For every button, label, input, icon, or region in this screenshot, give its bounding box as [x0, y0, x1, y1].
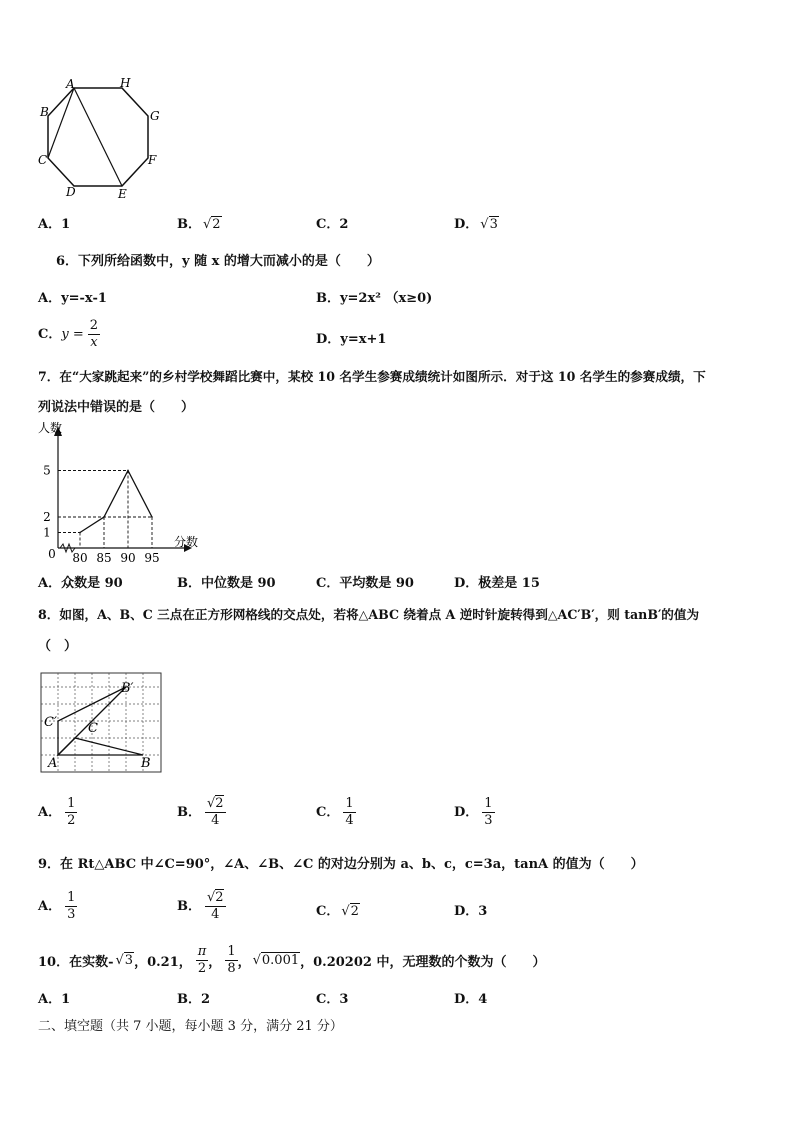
octagon-label-g: G	[150, 109, 160, 123]
grid-figure	[38, 670, 164, 776]
y-tick-2: 2	[43, 510, 51, 524]
q7-option-b[interactable]: B．中位数是 90	[177, 576, 276, 591]
y-tick-5: 5	[43, 463, 51, 478]
octagon-figure	[34, 76, 174, 202]
q9-stem: 9．在 Rt△ABC 中∠C=90°，∠A、∠B、∠C 的对边分别为 a、b、c，c=3a，tanA 的值为（ ）	[38, 857, 644, 872]
origin-label: 0	[48, 547, 56, 561]
q8-option-c[interactable]: C． $\frac{1}{4}$	[316, 796, 354, 828]
q5-option-b[interactable]: B． √2	[177, 217, 221, 232]
series-line	[80, 471, 152, 533]
q7-stem-line2: 列说法中错误的是（ ）	[38, 400, 195, 415]
y-tick-1: 1	[43, 525, 51, 540]
octagon-label-a: A	[66, 77, 75, 91]
q7-stem-line1: 7．在“大家跳起来”的乡村学校舞蹈比赛中，某校 10 名学生参赛成绩统计如图所示．对于这 10 名学生的参赛成绩，下	[38, 369, 706, 384]
octagon-label-h: H	[120, 76, 131, 90]
q6-stem: 6．下列所给函数中，y 随 x 的增大而减小的是（ ）	[56, 254, 380, 269]
q5-option-d[interactable]: D． √3	[454, 217, 498, 232]
score-chart	[34, 418, 214, 568]
grid-label-bprime: B′	[121, 681, 134, 696]
q9-option-c[interactable]: C． √2	[316, 904, 359, 919]
data-point-80	[79, 532, 81, 534]
q8-option-b[interactable]: B． $\frac{√2}{4}$	[177, 796, 224, 828]
q7-option-c[interactable]: C．平均数是 90	[316, 576, 414, 591]
q6-option-a[interactable]: A．y=-x-1	[38, 291, 107, 306]
section-2-heading: 二、填空题（共 7 小题，每小题 3 分，满分 21 分）	[38, 1019, 343, 1034]
octagon-label-c: C	[38, 153, 48, 167]
q10-option-b[interactable]: B．2	[177, 992, 211, 1007]
x-axis-title: 分数	[174, 535, 199, 549]
data-point-90	[127, 470, 129, 472]
q7-option-a[interactable]: A．众数是 90	[38, 576, 123, 591]
q8-option-d[interactable]: D． $\frac{1}{3}$	[454, 796, 493, 828]
q9-option-a[interactable]: A． $\frac{1}{3}$	[38, 890, 76, 922]
octagon-label-f: F	[148, 153, 157, 167]
x-tick-80: 80	[72, 551, 88, 565]
q8-option-a[interactable]: A． $\frac{1}{2}$	[38, 796, 76, 828]
q8-paren: （ ）	[38, 639, 78, 654]
q7-option-d[interactable]: D．极差是 15	[454, 576, 540, 591]
octagon-label-b: B	[40, 105, 49, 119]
q10-stem: 10．在实数- √3 ，0.21， $\frac{\pi}{2}$ ， $\frac{1}{8}$ ， √0.001 ，0.20202 中，无理数的个数为（ ）	[38, 944, 546, 976]
grid-label-cprime: C′	[44, 715, 57, 730]
grid-label-c: C	[88, 721, 98, 736]
data-point-85	[103, 516, 105, 518]
x-tick-90: 90	[120, 551, 136, 565]
x-tick-95: 95	[144, 551, 160, 565]
y-axis-title: 人数	[38, 421, 63, 435]
octagon-label-d: D	[66, 185, 76, 199]
octagon-label-e: E	[118, 187, 127, 201]
grid-label-b: B	[141, 756, 151, 771]
q9-option-d[interactable]: D．3	[454, 904, 488, 919]
q10-option-c[interactable]: C．3	[316, 992, 349, 1007]
x-tick-85: 85	[96, 551, 112, 565]
q10-option-a[interactable]: A．1	[38, 992, 71, 1007]
q5-option-a[interactable]: A．1	[38, 217, 71, 232]
q6-option-c[interactable]: C．y = $\frac{2}{x}$	[38, 318, 99, 350]
q6-option-d[interactable]: D．y=x+1	[316, 332, 387, 347]
q5-option-c[interactable]: C．2	[316, 217, 349, 232]
grid-label-a: A	[48, 756, 58, 771]
q6-option-b[interactable]: B．y=2x² （x≥0)	[316, 291, 433, 306]
q8-stem: 8．如图，A、B、C 三点在正方形网格线的交点处，若将△ABC 绕着点 A 逆时针旋转得到△AC′B′，则 tanB′的值为	[38, 607, 700, 622]
q10-option-d[interactable]: D．4	[454, 992, 488, 1007]
q9-option-b[interactable]: B． $\frac{√2}{4}$	[177, 890, 224, 922]
data-point-95	[151, 516, 153, 518]
